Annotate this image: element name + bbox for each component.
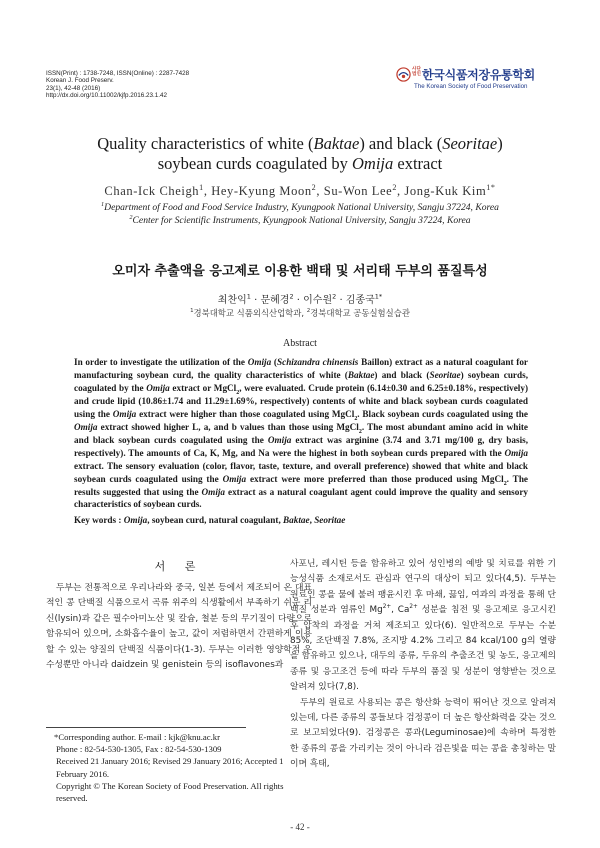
paper-title-line2: soybean curds coagulated by Omija extract <box>157 154 443 173</box>
intro-paragraph-2: 두부의 원료로 사용되는 콩은 항산화 능력이 뛰어난 것으로 알려져 있는데, 다른 종류의 콩들보다 검정콩이 더 높은 항산화력을 갖는 것으로 보고되었다(9). 검정콩은 콩과(Leguminosae)에 속하며 특정한 한 종류의 콩을 가리키는 것이 아니라 검은빛을 띠는 콩을 총칭하는 말이며 흑태, <box>290 697 556 770</box>
intro-paragraph-1-cont: 사포닌, 레시틴 등을 함유하고 있어 성인병의 예방 및 치료를 위한 기능성식품 소재로서도 관심과 연구의 대상이 되고 있다(4,5). 두부는 원료인 콩을 물에 불려 팽윤시킨 후 마쇄, 끓임, 여과의 과정을 통해 단백질 성분과 염류인 $Mg^{2+}$, $Ca^{2+}$ 성분을 침전 및 응고제로 응고시킨 후 압착의 과정을 거쳐 제조되고 있다(6). 일반적으로 두부는 수분 85%, 조단백질 7.8%, 조지방 4.2% 그리고 84 kcal/100 g의 열량을 함유하고 있으나, 대두의 종류, 두유의 추출조건 및 농도, 응고제의 종류 및 응고조건 등에 따라 두부의 품질 및 성분이 영향받는 것으로 알려져 있다(7,8). <box>290 559 557 693</box>
section-heading-introduction: 서 론 <box>154 560 204 573</box>
author-name: Chan-Ick Cheigh <box>104 184 200 198</box>
society-logo <box>396 66 556 92</box>
korean-title: 오미자 추출액을 응고제로 이용한 백태 및 서리태 두부의 품질특성 <box>112 264 488 279</box>
intro-paragraph-1: 두부는 전통적으로 우리나라와 중국, 일본 등에서 제조되어 온 대표적인 콩 단백질 식품으로서 곡류 위주의 식생활에서 부족하기 쉬운 리신(lysin)과 같은 필수아미노산 및 칼슘, 철분 등의 무기질이 다량으로 함유되어 있으며, 소화흡수율이 높고, 값이 저렴하면서 간편하게 이용할 수 있는 양질의 단백질 식품이다(1-3). 두부는 이러한 영양학적 우수성뿐만 아니라 daidzein 및 genistein 등의 isoflavones과 <box>46 583 312 671</box>
society-name-english: The Korean Society of Food Preservation <box>414 83 528 90</box>
volume-line: 23(1), 42-48 (2016) <box>46 84 101 92</box>
footnote-divider <box>46 727 246 728</box>
affiliation-1: $^1$Department of Food and Food Service Industry, Kyungpook National University, Sangju 37224, Korea <box>101 200 499 213</box>
society-emblem-icon <box>396 67 411 82</box>
affiliation-2: $^2$Center for Scientific Instruments, Kyungpook National University, Sangju 37224, Korea <box>129 213 471 226</box>
paper-title-line1: Quality characteristics of white (Baktae) and black (Seoritae) <box>97 134 503 153</box>
author-email-link[interactable]: kjk@knu.ac.kr <box>168 732 221 742</box>
issn-line: ISSN(Print) : 1738-7248, ISSN(Online) : 2287-7428 <box>46 70 190 77</box>
korean-affiliations: $^1$경북대학교 식품외식산업학과, $^2$경북대학교 공동실험실습관 <box>190 308 410 318</box>
logo-small-text: 사단 법인 <box>412 67 421 77</box>
journal-info <box>46 70 189 100</box>
body-column-right <box>290 557 556 773</box>
author-name: Jong-Kuk Kim <box>404 184 487 198</box>
author-list: Chan-Ick Cheigh$^1$, Hey-Kyung Moon$^2$, Su-Won Lee$^2$, Jong-Kuk Kim$^{1*}$ <box>104 182 496 198</box>
doi-link[interactable]: http://dx.doi.org/10.11002/kjfp.2016.23.1.42 <box>46 92 168 100</box>
abstract-heading: Abstract <box>283 338 317 349</box>
page-number: - 42 - <box>290 822 310 832</box>
society-name-korean: 한국식품저장유통학회 <box>422 68 535 82</box>
copyright-icon: © <box>93 780 101 791</box>
keywords: Key words : Omija, soybean curd, natural coagulant, Baktae, Seoritae <box>74 515 346 525</box>
journal-name: Korean J. Food Preserv. <box>46 77 114 85</box>
author-name: Su-Won Lee <box>323 184 393 198</box>
keywords-label: Key words : <box>74 515 124 525</box>
footnote: *Corresponding author. E-mail : kjk@knu.ac.kr Phone : 82-54-530-1305, Fax : 82-54-530-1309 Received 21 January 2016; Revised 29 January 2016; Accepted 1 February 2016. Copyright © The Korean Society of Food Preservation. All rights reserved. <box>54 732 284 804</box>
abstract-body: In order to investigate the utilization of the Omija (Schizandra chinensis Baillon) extract as a natural coagulant for manufacturing soybean curd, the quality characteristics of white (Baktae) and black (Seoritae) soybean curds, coagulated by the Omija extract or MgCl$_2$, were evaluated. Crude protein (6.14±0.30 and 6.25±0.18%, respectively) and crude lipid (10.86±1.74 and 11.29±1.69%, respectively) contents of white and black soybean curds coagulated using the Omija extract were higher than those coagulated using MgCl$_2$. Black soybean curds coagulated using the Omija extract showed higher L, a, and b values than those using MgCl$_2$. The most abundant amino acid in white and black soybean curds coagulated using the Omija extract was arginine (3.74 and 3.71 mg/100 g, dry basis, respectively). The amounts of Ca, K, Mg, and Na were the highest in both soybean curds prepared with the Omija extract. The sensory evaluation (color, flavor, taste, texture, and overall preference) showed that white and black soybean curds coagulated using the Omija extract were more preferred than those produced using MgCl$_2$. The results suggested that using the Omija extract as a natural coagulant agent could improve the quality and sensory characteristics of soybean curds. <box>74 357 529 510</box>
korean-author-list: 최찬익$^1$ · 문혜경$^2$ · 이수원$^2$ · 김종국$^{1*}$ <box>217 292 383 306</box>
author-name: Hey-Kyung Moon <box>211 184 312 198</box>
body-column-left <box>46 560 312 673</box>
